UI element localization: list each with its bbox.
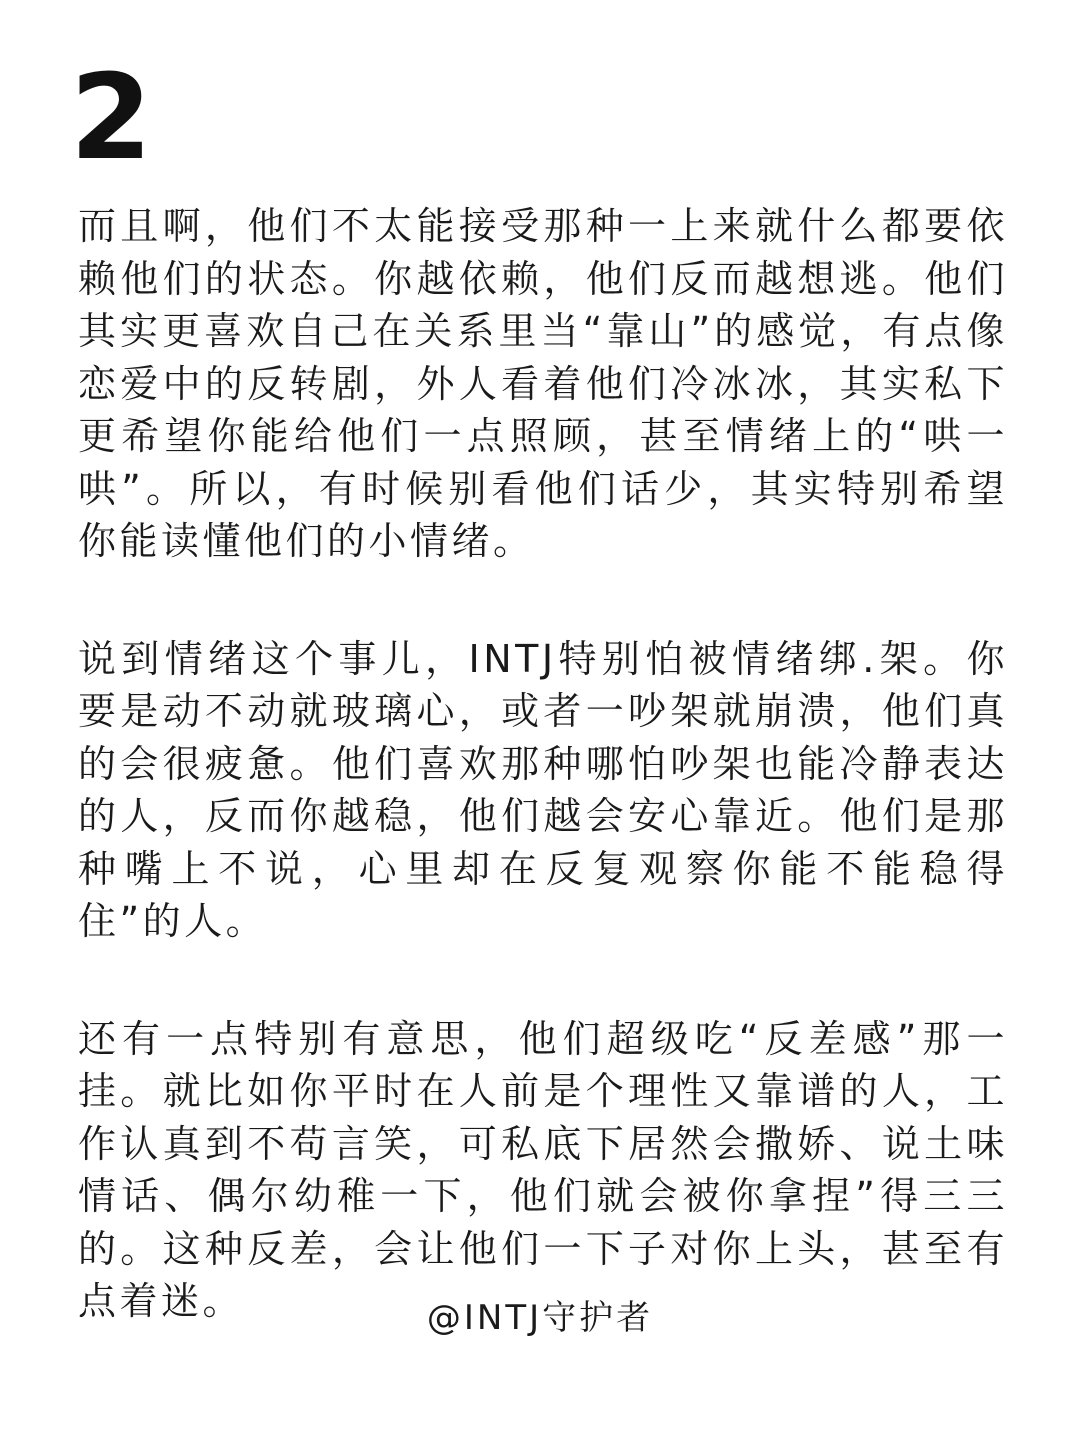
article-body [78,200,1008,1328]
author-signature: @INTJ守护者 [426,1298,654,1338]
paragraph-3: 还有一点特别有意思，他们超级吃“反差感”那一挂。就比如你平时在人前是个理性又靠谱的人，工作认真到不苟言笑，可私底下居然会撒娇、说土味情话、偶尔幼稚一下，他们就会被你拿捏”得三三的。这种反差，会让他们一下子对你上头，甚至有点着迷。 [78,1016,1008,1323]
paragraph-1: 而且啊，他们不太能接受那种一上来就什么都要依赖他们的状态。你越依赖，他们反而越想逃。他们其实更喜欢自己在关系里当“靠山”的感觉，有点像恋爱中的反转剧，外人看着他们冷冰冰，其实私下更希望你能给他们一点照顾，甚至情绪上的“哄一哄”。所以，有时候别看他们话少，其实特别希望你能读懂他们的小情绪。 [78,204,1008,563]
paragraph-2: 说到情绪这个事儿，INTJ特别怕被情绪绑.架。你要是动不动就玻璃心，或者一吵架就崩溃，他们真的会很疲惫。他们喜欢那种哪怕吵架也能冷静表达的人，反而你越稳，他们越会安心靠近。他们是那种嘴上不说，心里却在反复观察你能不能稳得住”的人。 [78,636,1008,943]
page-number: 2 [70,48,151,186]
